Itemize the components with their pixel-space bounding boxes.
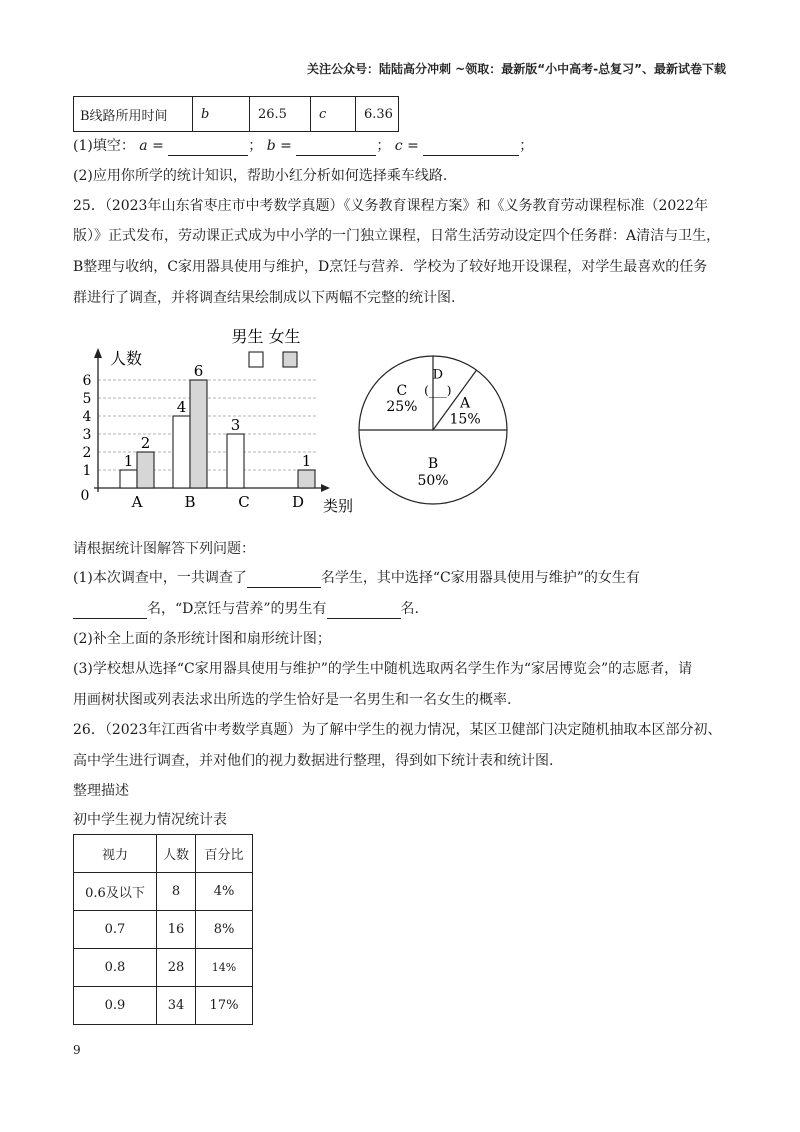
table-cell: 0.8	[74, 949, 157, 987]
table-header: 视力	[74, 835, 157, 873]
answer-blank-c-girls	[73, 604, 147, 619]
answer-blank-d-boys	[327, 604, 401, 619]
vision-table	[73, 834, 253, 1025]
text: 名学生，其中选择“C家用器具使用与维护”的女生有	[320, 570, 640, 586]
q25-sub2: (2)补全上面的条形统计图和扇形统计图；	[73, 631, 331, 647]
q25-line-4: 群进行了调查，并将调查结果绘制成以下两幅不完整的统计图.	[73, 290, 456, 306]
legend-swatch-girls	[283, 352, 297, 367]
pie-value-c: 25%	[386, 398, 418, 415]
bar	[190, 380, 207, 488]
bar-value-label: 2	[140, 434, 151, 452]
bar	[137, 452, 154, 488]
q25-sub3-line2: 用画树状图或列表法求出所选的学生恰好是一名男生和一名女生的概率.	[73, 692, 512, 708]
text: 名，“D烹饪与营养”的男生有	[147, 601, 327, 617]
y-tick-label: 0	[80, 488, 90, 504]
q25-sub1-line1	[73, 568, 640, 588]
table-header: 人数	[157, 835, 196, 873]
bar-value-label: 1	[301, 452, 312, 470]
route-time-table	[73, 96, 399, 132]
q26-line-2: 高中学生进行调查，并对他们的视力数据进行整理，得到如下统计表和统计图.	[73, 753, 554, 769]
q25-sub1-line2	[73, 599, 419, 619]
bar	[227, 434, 244, 488]
blank-c-label: c =	[394, 138, 419, 154]
table-cell: 0.9	[74, 987, 157, 1025]
q25-line-3: B整理与收纳，C家用器具使用与维护，D烹饪与营养．学校为了较好地开设课程，对学生最喜欢的任务	[73, 259, 708, 275]
table-cell: 0.7	[74, 911, 157, 949]
table-header-row	[74, 835, 253, 873]
pie-label-a: A	[460, 395, 471, 412]
q1-fill-line	[73, 136, 533, 156]
table-cell: 16	[157, 911, 196, 949]
q25-sub3-line1: (3)学校想从选择“C家用器具使用与维护”的学生中随机选取两名学生作为“家居博览会”的志愿者，请	[73, 661, 693, 677]
pie-value-b: 50%	[417, 473, 449, 489]
bar	[173, 416, 190, 488]
pie-value-d: (___)	[424, 383, 452, 398]
table-cell: 8%	[196, 911, 253, 949]
y-tick-label: 5	[82, 391, 92, 407]
y-axis-label: 人数	[110, 349, 143, 368]
table-row	[74, 949, 253, 987]
table-cell: B线路所用时间	[74, 97, 193, 132]
bar-chart	[72, 324, 362, 524]
pie-label-b: B	[427, 456, 439, 472]
table-cell: 17%	[196, 987, 253, 1025]
q26-line-1: 26．（2023年江西省中考数学真题）为了解中学生的视力情况，某区卫健部门决定随机抽取本区部分初、	[73, 722, 722, 738]
bar	[120, 470, 137, 488]
table-cell: b	[193, 97, 250, 132]
x-axis-label: 类别	[323, 497, 354, 515]
separator: ；	[376, 138, 391, 154]
y-tick-label: 1	[82, 463, 92, 479]
text: 名.	[400, 601, 419, 617]
pie-label-d: D	[432, 367, 444, 383]
table-cell: 26.5	[250, 97, 311, 132]
x-tick-label: B	[184, 493, 196, 511]
page-header: 关注公众号：陆陆高分冲刺 ~领取：最新版“小中高考-总复习”、最新试卷下载	[307, 62, 726, 76]
legend-title: 男生 女生	[231, 327, 301, 346]
x-tick-label: C	[238, 493, 250, 511]
legend-swatch-boys	[249, 352, 263, 367]
table-row	[74, 911, 253, 949]
q25-prompt: 请根据统计图解答下列问题：	[73, 541, 255, 557]
table-cell: 6.36	[356, 97, 399, 132]
table-cell: c	[311, 97, 356, 132]
separator: ；	[248, 138, 263, 154]
answer-blank-c	[423, 141, 519, 156]
separator: ；	[519, 138, 534, 154]
table-cell: 4%	[196, 873, 253, 911]
x-axis-arrow	[321, 484, 330, 492]
answer-blank-total	[247, 573, 321, 588]
table-header: 百分比	[196, 835, 253, 873]
table-cell: 8	[157, 873, 196, 911]
q26-table-title: 初中学生视力情况统计表	[73, 812, 227, 828]
bar-value-label: 6	[193, 362, 204, 380]
y-tick-label: 6	[82, 373, 92, 389]
page-number: 9	[73, 1043, 81, 1057]
y-tick-label: 3	[82, 427, 92, 443]
bar-value-label: 3	[230, 416, 241, 434]
table-row	[74, 873, 253, 911]
pie-value-a: 15%	[449, 411, 481, 428]
table-cell: 0.6及以下	[74, 873, 157, 911]
bar	[298, 470, 315, 488]
y-tick-label: 2	[82, 445, 92, 461]
x-tick-label: D	[291, 493, 305, 511]
q25-line-1: 25．（2023年山东省枣庄市中考数学真题）《义务教育课程方案》和《义务教育劳动课程标准（2022年	[73, 198, 709, 214]
blank-b-label: b =	[266, 138, 292, 154]
bar-value-label: 4	[176, 398, 187, 416]
q1-fill-label: (1)填空：	[73, 138, 135, 154]
table-cell: 28	[157, 949, 196, 987]
pie-chart	[350, 346, 520, 516]
q25-line-2: 版）》正式发布，劳动课正式成为中小学的一门独立课程，日常生活劳动设定四个任务群：A清洁与卫生，	[73, 228, 721, 244]
q2-text: (2)应用你所学的统计知识，帮助小红分析如何选择乘车线路.	[73, 168, 448, 184]
table-cell: 34	[157, 987, 196, 1025]
bar-value-label: 1	[123, 452, 134, 470]
answer-blank-b	[296, 141, 376, 156]
blank-a-label: a =	[139, 138, 164, 154]
answer-blank-a	[168, 141, 248, 156]
y-axis-arrow	[94, 348, 102, 358]
table-row	[74, 987, 253, 1025]
x-tick-label: A	[131, 493, 143, 511]
q26-section: 整理描述	[73, 783, 129, 799]
y-tick-label: 4	[82, 409, 92, 425]
text: (1)本次调查中，一共调查了	[73, 570, 247, 586]
table-row	[74, 97, 399, 132]
table-cell: 14%	[196, 949, 253, 987]
pie-label-c: C	[396, 382, 408, 399]
